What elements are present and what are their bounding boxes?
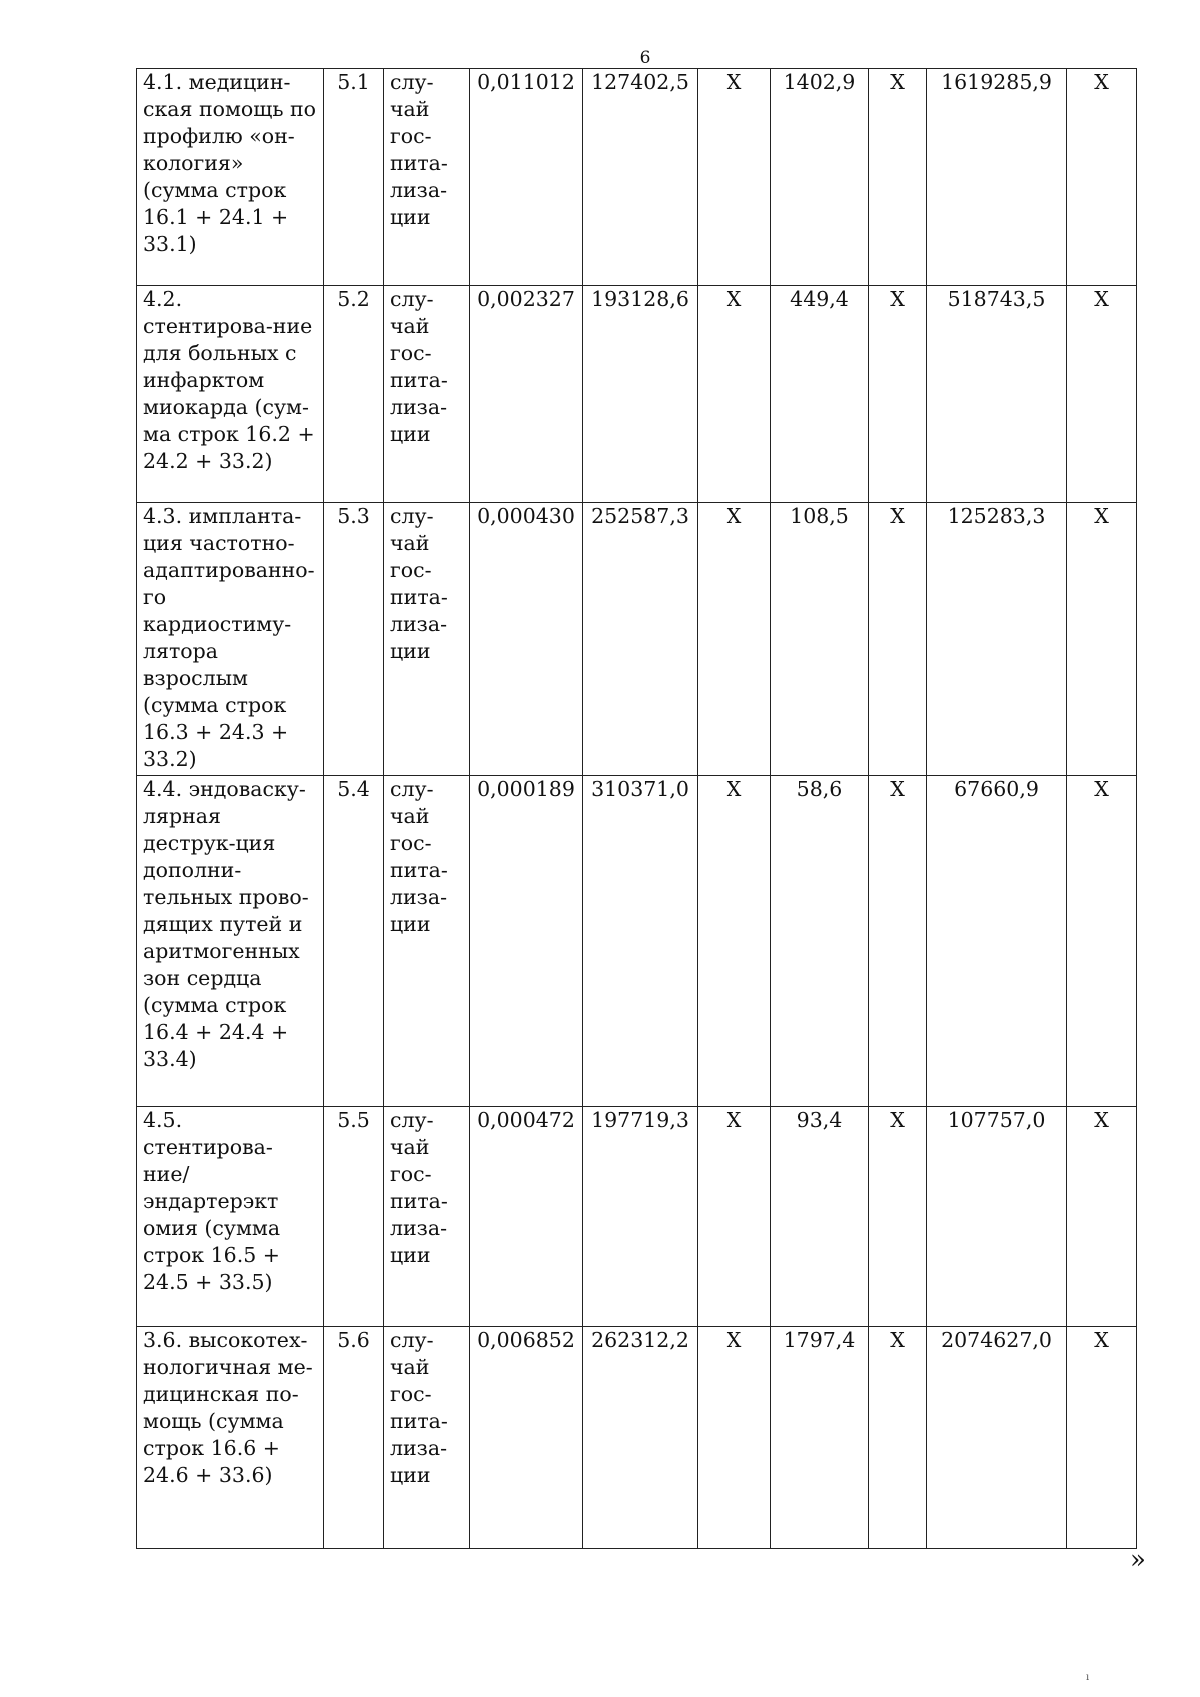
row-code-cell: 5.2 [324,286,384,503]
unit-line: слу- [390,70,434,94]
unit-line: слу- [390,1328,434,1352]
per-capita-cell: 58,6 [771,776,869,1107]
unit-line: гос- [390,831,432,855]
total-cell: 67660,9 [927,776,1067,1107]
per-capita-cell: 1402,9 [771,69,869,286]
page-number: 6 [639,48,651,68]
unit-line: пита- [390,1409,448,1433]
unit-line: пита- [390,858,448,882]
cost-cell: 262312,2 [583,1327,698,1549]
per-capita-cell: 449,4 [771,286,869,503]
row-name-cell: 4.5. стентирова-ние/эндартерэкт омия (сумма строк 16.5 + 24.5 + 33.5) [137,1107,324,1327]
x-mark-cell: X [869,69,927,286]
rate-cell: 0,002327 [470,286,583,503]
unit-line: лиза- [390,1216,448,1240]
row-name-cell: 3.6. высокотех-нологичная ме-дицинская по-мощь (сумма строк 16.6 + 24.6 + 33.6) [137,1327,324,1549]
rate-cell: 0,000472 [470,1107,583,1327]
unit-line: гос- [390,558,432,582]
unit-line: ции [390,1463,431,1487]
x-mark-cell: X [698,1107,771,1327]
row-name-cell: 4.3. импланта-ция частотно-адаптированно-го кардиостиму-лятора взрослым (сумма строк 16.3 + 24.3 + 33.2) [137,503,324,776]
unit-line: ции [390,639,431,663]
per-capita-cell: 108,5 [771,503,869,776]
unit-line: слу- [390,777,434,801]
x-mark-cell: X [869,776,927,1107]
cost-cell: 310371,0 [583,776,698,1107]
closing-quote: » [1130,1545,1146,1575]
rate-cell: 0,011012 [470,69,583,286]
x-mark-cell: X [698,1327,771,1549]
unit-line: чай [390,97,430,121]
rate-cell: 0,000189 [470,776,583,1107]
x-mark-cell: X [869,503,927,776]
unit-line: чай [390,1355,430,1379]
unit-line: пита- [390,585,448,609]
unit-line: лиза- [390,178,448,202]
unit-line: слу- [390,287,434,311]
data-table [136,68,1137,1549]
unit-line: лиза- [390,395,448,419]
table-row [137,69,1137,286]
unit-line: пита- [390,151,448,175]
total-cell: 125283,3 [927,503,1067,776]
unit-line: ции [390,422,431,446]
table-row [137,1107,1137,1327]
x-mark-cell: X [1067,776,1137,1107]
unit-line: пита- [390,368,448,392]
unit-line: гос- [390,341,432,365]
row-code-cell: 5.1 [324,69,384,286]
unit-line: гос- [390,1382,432,1406]
x-mark-cell: X [1067,69,1137,286]
total-cell: 518743,5 [927,286,1067,503]
row-name-cell: 4.1. медицин-ская помощь по профилю «он-кология» (сумма строк 16.1 + 24.1 + 33.1) [137,69,324,286]
table-row [137,1327,1137,1549]
unit-line: ции [390,1243,431,1267]
rate-cell: 0,006852 [470,1327,583,1549]
x-mark-cell: X [869,1107,927,1327]
unit-line: чай [390,1135,430,1159]
row-unit-cell [384,286,470,503]
x-mark-cell: X [1067,503,1137,776]
unit-line: слу- [390,1108,434,1132]
cost-cell: 193128,6 [583,286,698,503]
row-code-cell: 5.4 [324,776,384,1107]
unit-line: чай [390,314,430,338]
x-mark-cell: X [1067,286,1137,503]
row-code-cell: 5.5 [324,1107,384,1327]
table-row [137,503,1137,776]
unit-line: пита- [390,1189,448,1213]
row-unit-cell [384,69,470,286]
cost-cell: 252587,3 [583,503,698,776]
row-unit-cell [384,776,470,1107]
cost-cell: 127402,5 [583,69,698,286]
row-unit-cell [384,503,470,776]
row-name-cell: 4.4. эндоваску-лярная деструк-ция дополни-тельных прово-дящих путей и аритмогенных зон сердца (сумма строк 16.4 + 24.4 + 33.4) [137,776,324,1107]
unit-line: слу- [390,504,434,528]
total-cell: 107757,0 [927,1107,1067,1327]
x-mark-cell: X [869,286,927,503]
unit-line: лиза- [390,612,448,636]
unit-line: лиза- [390,1436,448,1460]
x-mark-cell: X [698,69,771,286]
per-capita-cell: 1797,4 [771,1327,869,1549]
x-mark-cell: X [869,1327,927,1549]
row-code-cell: 5.6 [324,1327,384,1549]
unit-line: гос- [390,1162,432,1186]
row-unit-cell [384,1327,470,1549]
per-capita-cell: 93,4 [771,1107,869,1327]
x-mark-cell: X [698,503,771,776]
table-row [137,776,1137,1107]
row-unit-cell [384,1107,470,1327]
cost-cell: 197719,3 [583,1107,698,1327]
x-mark-cell: X [1067,1327,1137,1549]
rate-cell: 0,000430 [470,503,583,776]
unit-line: ции [390,205,431,229]
unit-line: гос- [390,124,432,148]
unit-line: лиза- [390,885,448,909]
x-mark-cell: X [1067,1107,1137,1327]
scan-mark: ı [1086,1672,1090,1683]
row-name-cell: 4.2. стентирова-ние для больных с инфарктом миокарда (сум-ма строк 16.2 + 24.2 + 33.2) [137,286,324,503]
row-code-cell: 5.3 [324,503,384,776]
unit-line: чай [390,804,430,828]
table-row [137,286,1137,503]
x-mark-cell: X [698,776,771,1107]
total-cell: 1619285,9 [927,69,1067,286]
x-mark-cell: X [698,286,771,503]
total-cell: 2074627,0 [927,1327,1067,1549]
unit-line: ции [390,912,431,936]
unit-line: чай [390,531,430,555]
